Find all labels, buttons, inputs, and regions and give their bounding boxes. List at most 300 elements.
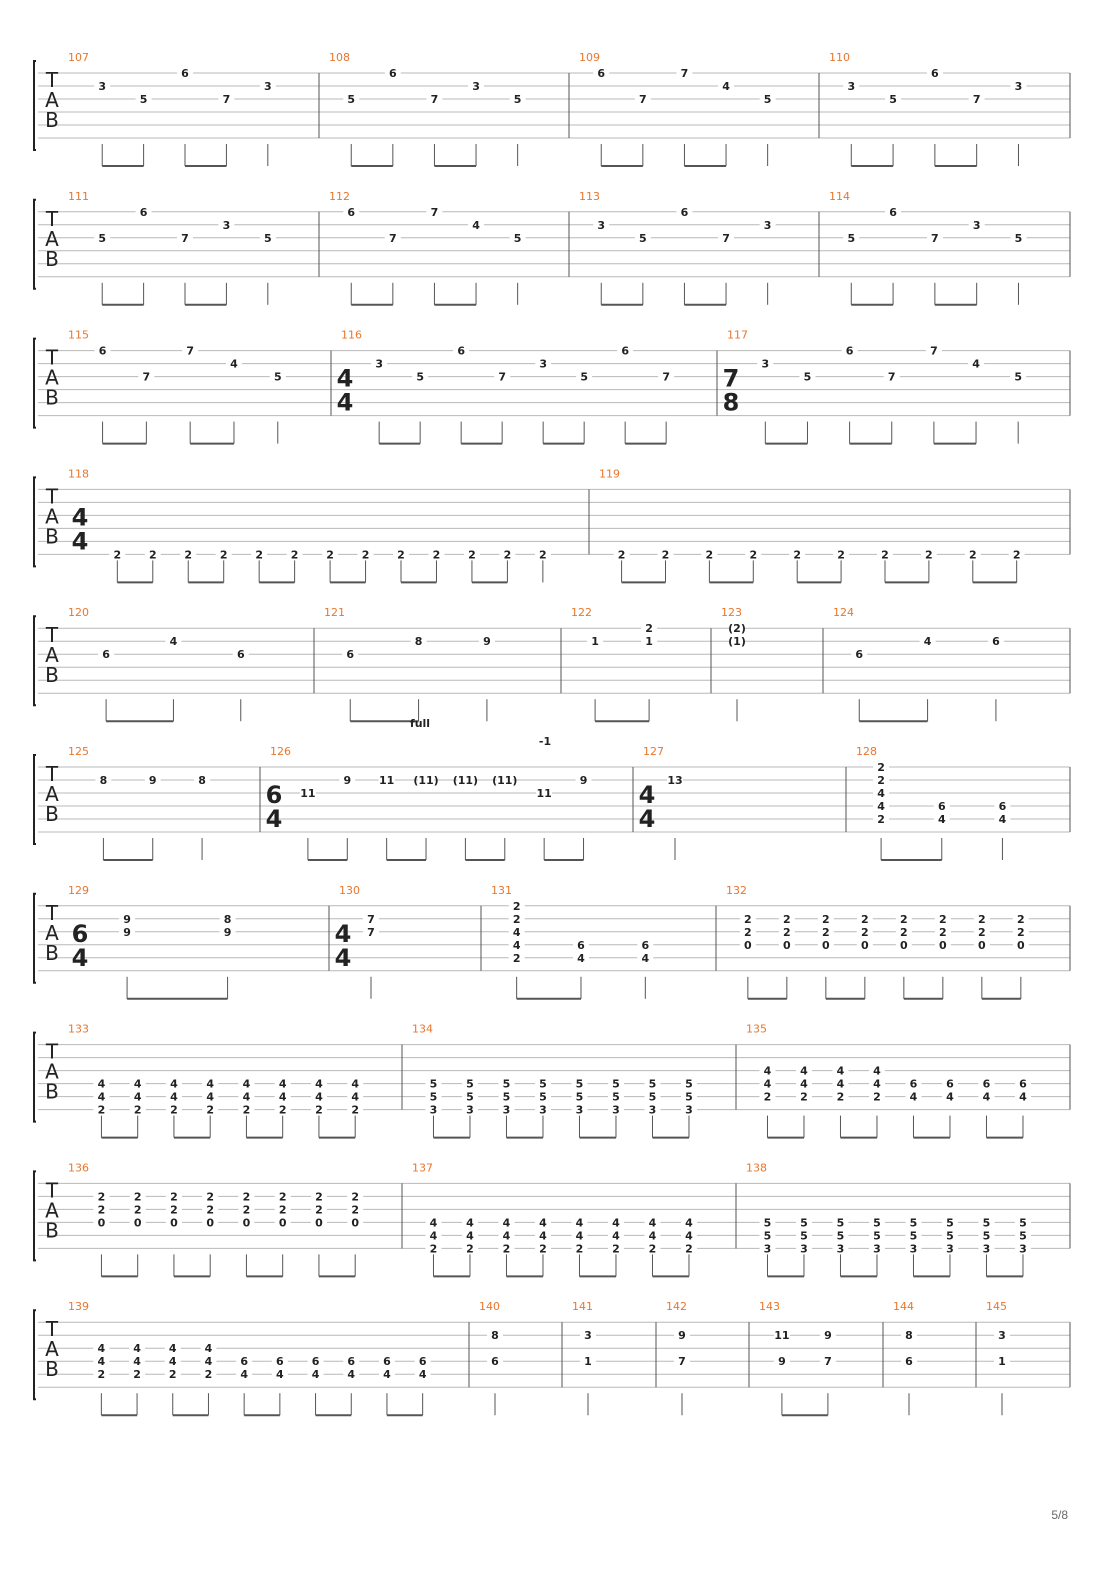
fret-number: 3: [539, 1103, 547, 1117]
fret-number: 5: [946, 1216, 954, 1230]
fret-number: 5: [685, 1077, 693, 1091]
fret-number: 6: [181, 67, 189, 80]
measure-number: 129: [68, 883, 89, 897]
time-signature-bottom: 4: [336, 388, 354, 417]
fret-number: 6: [311, 1355, 320, 1369]
tab-clef-letter: A: [45, 920, 59, 945]
tab-clef-letter: B: [45, 246, 59, 271]
fret-number: 5: [612, 1077, 620, 1091]
fret-number: 4: [240, 1368, 248, 1382]
measure-number: 118: [68, 467, 89, 481]
fret-number: 4: [466, 1216, 474, 1230]
fret-number: 2: [881, 548, 889, 562]
fret-number: 2: [968, 548, 977, 562]
measure-number: 138: [746, 1161, 767, 1175]
fret-number: 7: [887, 370, 896, 384]
time-signature-bottom: 4: [71, 943, 89, 972]
fret-number: 4: [800, 1077, 808, 1091]
fret-number: 6: [577, 938, 585, 952]
fret-number: 7: [662, 370, 670, 384]
fret-number: 5: [347, 93, 356, 106]
time-signature-bottom: 4: [71, 527, 89, 556]
fret-number: (11): [452, 774, 479, 787]
measure-number: 137: [412, 1161, 433, 1175]
fret-number: 0: [206, 1216, 215, 1230]
fret-number: 11: [536, 787, 552, 800]
tab-clef-letter: B: [45, 108, 59, 132]
fret-number: 2: [397, 548, 405, 562]
tab-clef-letter: T: [45, 1317, 59, 1342]
fret-number: 4: [278, 1090, 287, 1104]
fret-number: 5: [800, 1229, 808, 1243]
bend-label: -1: [538, 735, 552, 748]
fret-number: 4: [242, 1090, 251, 1104]
fret-number: 4: [351, 1090, 360, 1104]
time-signature-top: 4: [336, 364, 354, 393]
tab-clef-letter: T: [45, 1178, 59, 1203]
time-signature-bottom: 4: [334, 943, 352, 972]
fret-number: 2: [661, 548, 670, 562]
time-signature-top: 6: [265, 781, 283, 809]
fret-number: 5: [429, 1077, 438, 1091]
measure-number: 144: [893, 1300, 914, 1314]
fret-number: 6: [946, 1077, 954, 1091]
fret-number: 2: [648, 1242, 657, 1256]
fret-number: 2: [113, 548, 122, 562]
measure-number: 111: [68, 189, 89, 203]
fret-number: (2): [728, 622, 746, 636]
fret-number: 4: [998, 813, 1007, 826]
time-signature-top: 7: [722, 364, 740, 393]
fret-number: 5: [639, 231, 647, 245]
fret-number: 7: [389, 231, 397, 245]
fret-number: 3: [909, 1242, 918, 1256]
fret-number: 7: [367, 925, 375, 939]
fret-number: 0: [315, 1216, 323, 1230]
fret-number: 7: [680, 67, 689, 80]
measure-number: 121: [324, 606, 345, 620]
fret-number: 2: [822, 925, 830, 939]
fret-number: 4: [168, 1355, 177, 1369]
fret-number: 1: [998, 1355, 1006, 1369]
fret-number: 2: [744, 925, 752, 939]
system-bracket: [34, 616, 36, 705]
fret-number: 2: [900, 912, 908, 926]
fret-number: 3: [575, 1103, 584, 1117]
fret-number: 6: [389, 67, 397, 80]
fret-number: 6: [937, 800, 946, 813]
fret-number: 2: [512, 899, 521, 913]
fret-number: 7: [186, 344, 194, 358]
fret-number: 6: [240, 1355, 248, 1369]
measure-number: 113: [579, 189, 600, 203]
fret-number: 2: [168, 1368, 177, 1382]
measure-number: 145: [986, 1300, 1007, 1314]
fret-number: 2: [744, 912, 752, 926]
fret-number: 9: [343, 774, 352, 787]
tab-clef-letter: A: [45, 504, 59, 529]
fret-number: 4: [133, 1077, 142, 1091]
fret-number: 3: [836, 1242, 845, 1256]
fret-number: 2: [837, 548, 845, 562]
fret-number: 4: [575, 1229, 584, 1243]
fret-number: 5: [982, 1216, 991, 1230]
fret-number: 2: [206, 1203, 215, 1217]
fret-number: 6: [98, 344, 107, 358]
fret-number: 2: [206, 1190, 215, 1204]
fret-number: 7: [931, 231, 939, 245]
tab-clef-letter: B: [45, 524, 59, 549]
fret-number: 5: [98, 231, 107, 245]
fret-number: 7: [430, 205, 439, 219]
fret-number: 4: [937, 813, 946, 826]
fret-number: 5: [763, 1229, 772, 1243]
fret-number: 4: [170, 1077, 178, 1091]
fret-number: 5: [539, 1090, 547, 1104]
fret-number: (1): [728, 635, 746, 649]
fret-number: 2: [877, 813, 885, 826]
fret-number: 4: [429, 1229, 438, 1243]
fret-number: 5: [685, 1090, 693, 1104]
fret-number: 2: [502, 1242, 511, 1256]
fret-number: 5: [612, 1090, 620, 1104]
fret-number: 2: [242, 1203, 251, 1217]
fret-number: 5: [889, 93, 897, 106]
fret-number: 2: [206, 1103, 215, 1117]
fret-number: 0: [939, 938, 947, 952]
fret-number: 2: [133, 1190, 142, 1204]
fret-number: 4: [923, 635, 932, 649]
fret-number: 7: [181, 231, 189, 245]
fret-number: 4: [418, 1368, 427, 1382]
tab-clef-letter: A: [45, 643, 59, 668]
fret-number: 0: [822, 938, 830, 952]
fret-number: 4: [648, 1216, 657, 1230]
fret-number: 8: [491, 1329, 499, 1343]
fret-number: 2: [204, 1368, 213, 1382]
fret-number: 0: [97, 1216, 106, 1230]
measure-number: 132: [726, 883, 747, 897]
fret-number: 8: [905, 1329, 913, 1343]
fret-number: 2: [978, 925, 986, 939]
fret-number: 4: [206, 1090, 215, 1104]
fret-number: 4: [873, 1077, 881, 1091]
fret-number: 3: [847, 80, 856, 93]
fret-number: 3: [466, 1103, 474, 1117]
tab-clef-letter: A: [45, 365, 59, 390]
fret-number: 2: [278, 1203, 287, 1217]
fret-number: 6: [139, 205, 148, 219]
fret-number: 7: [498, 370, 506, 384]
fret-number: 4: [315, 1090, 323, 1104]
fret-number: 3: [800, 1242, 808, 1256]
fret-number: 4: [575, 1216, 584, 1230]
fret-number: 8: [99, 774, 108, 787]
fret-number: 3: [761, 357, 770, 371]
fret-number: 11: [774, 1329, 790, 1343]
fret-number: 0: [133, 1216, 142, 1230]
system-bracket: [34, 1310, 36, 1399]
fret-number: 5: [1014, 370, 1023, 384]
fret-number: 2: [133, 1103, 142, 1117]
fret-number: 6: [1019, 1077, 1027, 1091]
fret-number: 5: [580, 370, 588, 384]
fret-number: 2: [877, 761, 885, 774]
tab-clef-letter: T: [45, 68, 59, 92]
measure-number: 125: [68, 745, 89, 758]
fret-number: 4: [539, 1229, 547, 1243]
system-bracket: [34, 61, 36, 150]
fret-number: 6: [457, 344, 465, 358]
measure-number: 107: [68, 51, 89, 64]
fret-number: 0: [170, 1216, 178, 1230]
measure-number: 122: [571, 606, 592, 620]
fret-number: 2: [612, 1242, 620, 1256]
fret-number: 7: [678, 1355, 686, 1369]
fret-number: 6: [347, 205, 356, 219]
fret-number: 2: [1017, 912, 1025, 926]
system-bracket: [34, 894, 36, 983]
time-signature-top: 4: [71, 503, 89, 532]
fret-number: 5: [575, 1090, 584, 1104]
fret-number: 5: [648, 1077, 657, 1091]
fret-number: 3: [685, 1103, 693, 1117]
fret-number: 6: [931, 67, 939, 80]
fret-number: 4: [982, 1090, 991, 1104]
fret-number: 2: [800, 1090, 808, 1104]
fret-number: 4: [873, 1064, 881, 1078]
fret-number: 2: [978, 912, 986, 926]
fret-number: 6: [680, 205, 689, 219]
fret-number: 4: [97, 1342, 106, 1356]
fret-number: 2: [939, 912, 947, 926]
fret-number: 8: [414, 635, 423, 649]
fret-number: 4: [612, 1229, 620, 1243]
fret-number: 5: [539, 1077, 547, 1091]
tab-clef-letter: B: [45, 663, 59, 688]
fret-number: 4: [204, 1355, 213, 1369]
system-bracket: [34, 755, 36, 844]
fret-number: 5: [909, 1216, 918, 1230]
measure-number: 124: [833, 606, 854, 620]
fret-number: 6: [383, 1355, 391, 1369]
bend-label: full: [409, 717, 431, 730]
page-number: 5/8: [1051, 1508, 1068, 1522]
fret-number: 2: [351, 1103, 360, 1117]
measure-number: 120: [68, 606, 89, 620]
fret-number: 4: [877, 787, 885, 800]
fret-number: 4: [351, 1077, 360, 1091]
fret-number: 6: [982, 1077, 991, 1091]
time-signature-bottom: 8: [722, 388, 740, 417]
fret-number: 2: [97, 1203, 106, 1217]
fret-number: 5: [763, 1216, 772, 1230]
fret-number: 5: [263, 231, 272, 245]
fret-number: 2: [170, 1203, 178, 1217]
fret-number: 2: [466, 1242, 474, 1256]
fret-number: 9: [123, 912, 131, 926]
fret-number: 2: [705, 548, 714, 562]
fret-number: 5: [803, 370, 812, 384]
fret-number: 3: [873, 1242, 881, 1256]
fret-number: 5: [1014, 231, 1023, 245]
fret-number: 3: [222, 218, 231, 232]
fret-number: 4: [472, 218, 480, 232]
time-signature-top: 6: [71, 919, 89, 948]
fret-number: 6: [236, 648, 245, 662]
fret-number: 9: [824, 1329, 832, 1343]
fret-number: 4: [204, 1342, 213, 1356]
fret-number: 4: [836, 1077, 845, 1091]
fret-number: 4: [763, 1077, 772, 1091]
fret-number: 9: [579, 774, 588, 787]
fret-number: 4: [315, 1077, 323, 1091]
fret-number: 6: [621, 344, 629, 358]
measure-number: 115: [68, 328, 89, 342]
fret-number: 6: [998, 800, 1007, 813]
fret-number: 5: [648, 1090, 657, 1104]
fret-number: 2: [432, 548, 441, 562]
fret-number: 7: [222, 93, 231, 106]
fret-number: 0: [978, 938, 986, 952]
fret-number: 2: [351, 1190, 360, 1204]
fret-number: 5: [575, 1077, 584, 1091]
fret-number: 2: [873, 1090, 881, 1104]
fret-number: 7: [972, 93, 981, 106]
fret-number: 3: [612, 1103, 620, 1117]
fret-number: 3: [584, 1329, 592, 1343]
tab-clef-letter: T: [45, 1039, 59, 1064]
fret-number: 0: [242, 1216, 251, 1230]
fret-number: 9: [678, 1329, 686, 1343]
fret-number: 2: [315, 1203, 323, 1217]
fret-number: 2: [925, 548, 933, 562]
fret-number: 3: [502, 1103, 511, 1117]
tab-clef-letter: B: [45, 385, 59, 410]
fret-number: 2: [315, 1190, 323, 1204]
fret-number: 0: [278, 1216, 287, 1230]
fret-number: 2: [793, 548, 802, 562]
fret-number: 4: [946, 1090, 954, 1104]
fret-number: 7: [824, 1355, 832, 1369]
time-signature-bottom: 4: [638, 805, 656, 833]
fret-number: 2: [512, 951, 521, 965]
fret-number: 5: [429, 1090, 438, 1104]
fret-number: 6: [276, 1355, 284, 1369]
fret-number: 2: [783, 912, 791, 926]
fret-number: 5: [416, 370, 424, 384]
tab-clef-letter: T: [45, 900, 59, 925]
fret-number: 4: [347, 1368, 356, 1382]
fret-number: 2: [877, 774, 885, 787]
fret-number: 11: [300, 787, 316, 800]
tab-clef-letter: A: [45, 1337, 59, 1362]
fret-number: 3: [946, 1242, 954, 1256]
fret-number: 4: [502, 1229, 511, 1243]
fret-number: 4: [169, 635, 178, 649]
fret-number: 5: [763, 93, 772, 106]
fret-number: 4: [466, 1229, 474, 1243]
tab-clef-letter: B: [45, 1218, 59, 1243]
system-bracket: [34, 339, 36, 428]
fret-number: 9: [123, 925, 131, 939]
measure-number: 140: [479, 1300, 500, 1314]
fret-number: 5: [1019, 1216, 1027, 1230]
fret-number: 3: [1019, 1242, 1027, 1256]
fret-number: 2: [685, 1242, 693, 1256]
fret-number: 3: [982, 1242, 991, 1256]
fret-number: 4: [97, 1090, 106, 1104]
fret-number: 5: [273, 370, 282, 384]
fret-number: 4: [230, 357, 238, 371]
fret-number: 3: [263, 80, 272, 93]
fret-number: 2: [242, 1103, 251, 1117]
fret-number: 3: [375, 357, 383, 371]
time-signature-top: 4: [334, 919, 352, 948]
fret-number: 4: [1019, 1090, 1027, 1104]
fret-number: 6: [491, 1355, 499, 1369]
fret-number: 4: [512, 925, 521, 939]
fret-number: 2: [170, 1190, 178, 1204]
fret-number: 5: [466, 1090, 474, 1104]
fret-number: 2: [170, 1103, 178, 1117]
fret-number: 2: [539, 1242, 547, 1256]
fret-number: 13: [667, 774, 683, 787]
fret-number: 3: [998, 1329, 1006, 1343]
fret-number: 4: [311, 1368, 320, 1382]
fret-number: 2: [148, 548, 157, 562]
fret-number: 5: [502, 1090, 511, 1104]
tab-clef-letter: A: [45, 88, 59, 112]
tab-clef-letter: B: [45, 802, 59, 826]
fret-number: 3: [1014, 80, 1023, 93]
fret-number: 7: [722, 231, 730, 245]
fret-number: 6: [845, 344, 854, 358]
fret-number: 4: [206, 1077, 215, 1091]
measure-number: 126: [270, 745, 291, 758]
measure-number: 123: [721, 606, 742, 620]
fret-number: 5: [873, 1216, 881, 1230]
measure-number: 141: [572, 1300, 593, 1314]
fret-number: 2: [97, 1368, 106, 1382]
fret-number: 4: [612, 1216, 620, 1230]
fret-number: 2: [326, 548, 334, 562]
fret-number: 2: [822, 912, 830, 926]
fret-number: 4: [512, 938, 521, 952]
fret-number: 4: [685, 1216, 693, 1230]
fret-number: 4: [641, 951, 650, 965]
fret-number: 2: [861, 925, 869, 939]
fret-number: 0: [861, 938, 869, 952]
fret-number: 1: [584, 1355, 592, 1369]
fret-number: 3: [972, 218, 981, 232]
fret-number: 9: [148, 774, 157, 787]
measure-number: 112: [329, 189, 350, 203]
fret-number: 4: [800, 1064, 808, 1078]
fret-number: 4: [242, 1077, 251, 1091]
fret-number: 2: [219, 548, 228, 562]
fret-number: 5: [513, 93, 522, 106]
fret-number: 2: [97, 1190, 106, 1204]
fret-number: 6: [889, 205, 897, 219]
fret-number: 7: [930, 344, 938, 358]
fret-number: 2: [278, 1103, 287, 1117]
fret-number: 4: [383, 1368, 391, 1382]
system-bracket: [34, 1033, 36, 1122]
fret-number: 4: [877, 800, 885, 813]
fret-number: 9: [778, 1355, 786, 1369]
fret-number: 3: [648, 1103, 657, 1117]
